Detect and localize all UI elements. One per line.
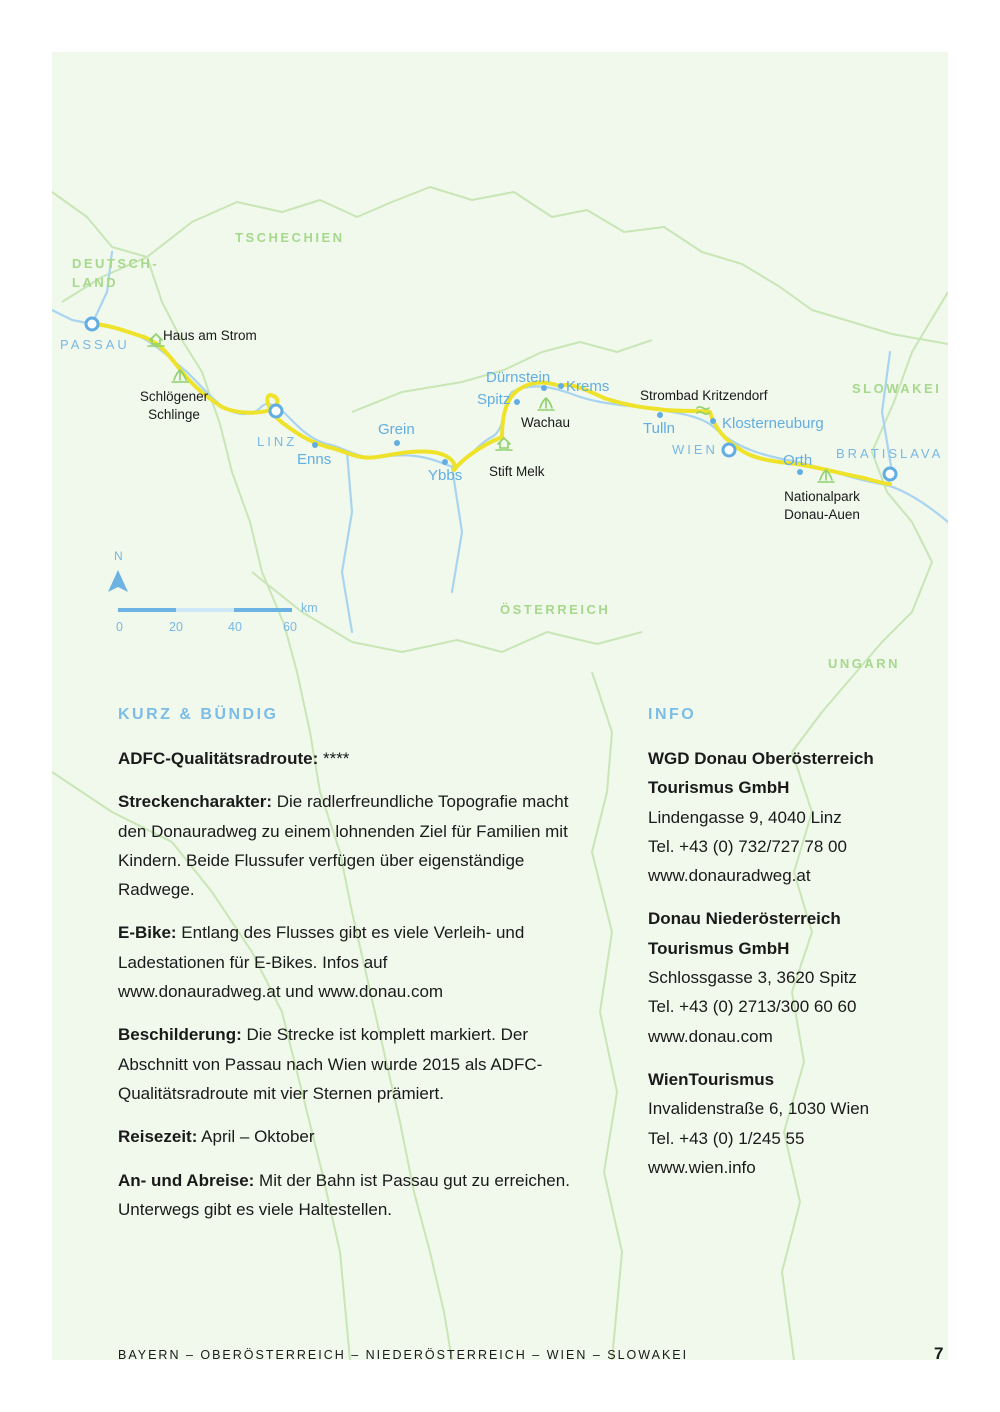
info-b2-address: Schlossgasse 3, 3620 Spitz (648, 968, 857, 988)
town-duernstein: Dürnstein (486, 369, 551, 386)
enns-marker (312, 442, 318, 448)
city-wien: WIEN (672, 442, 718, 457)
wachau-icon (538, 398, 554, 410)
town-spitz: Spitz (477, 391, 511, 408)
bratislava-marker (884, 468, 896, 480)
strecke-text: Die radlerfreundliche Topografie macht den Donauradweg zu einem lohnenden Ziel für Familien mit Kindern. Beide Flussufer verfügen über eigenständige Radwege. (118, 792, 569, 900)
scale-bar (118, 608, 292, 612)
poi-strombad-kritzendorf: Strombad Kritzendorf (640, 388, 768, 403)
ybbs-marker (442, 459, 448, 465)
scale-tick-0: 0 (116, 620, 123, 634)
town-enns: Enns (297, 451, 332, 468)
grein-marker (394, 440, 400, 446)
footer-regions: BAYERN – OBERÖSTERREICH – NIEDERÖSTERREICH – WIEN – SLOWAKEI (118, 1348, 689, 1362)
info-block-niederoesterreich (648, 904, 948, 1050)
town-orth: Orth (783, 452, 813, 469)
reise-row (118, 1122, 588, 1151)
north-label: N (114, 549, 123, 563)
city-passau: PASSAU (60, 337, 130, 352)
poi-stift-melk: Stift Melk (489, 464, 545, 479)
scale-unit: km (301, 601, 318, 615)
country-oesterreich: ÖSTERREICH (500, 602, 611, 617)
info-b2-name1: Donau Niederösterreich (648, 909, 841, 929)
klosterneuburg-marker (710, 418, 716, 424)
haus-am-strom-icon (148, 334, 164, 346)
ebike-text: Entlang des Flusses gibt es viele Verleih- und Ladestationen für E-Bikes. Infos auf www.donauradweg.at und www.donau.com (118, 923, 525, 1002)
info-b1-name1: WGD Donau Oberösterreich (648, 749, 874, 768)
info-block-wien (648, 1065, 948, 1182)
city-linz: LINZ (257, 434, 298, 449)
country-deutschland-1: DEUTSCH- (72, 256, 160, 271)
quality-value: **** (318, 749, 350, 768)
north-arrow-icon (108, 570, 128, 592)
schild-row (118, 1020, 588, 1108)
passau-marker (86, 318, 98, 330)
schild-label: Beschilderung: (118, 1025, 242, 1045)
poi-nationalpark-line-2: Donau-Auen (784, 507, 860, 522)
info-b3-website: www.wien.info (648, 1157, 756, 1177)
country-tschechien: TSCHECHIEN (235, 230, 345, 245)
quality-row (118, 744, 588, 773)
info-heading: INFO (648, 706, 697, 723)
page-number: 7 (934, 1344, 944, 1363)
river-south-1 (342, 452, 352, 632)
info-b2-phone: Tel. +43 (0) 2713/300 60 60 (648, 997, 857, 1017)
ebike-label: E-Bike: (118, 923, 177, 943)
river-south-2 (452, 467, 462, 592)
country-slowakei: SLOWAKEI (852, 381, 942, 396)
poi-schloegener-line-2: Schlinge (148, 407, 200, 422)
an-text: Mit der Bahn ist Passau gut zu erreichen. Unterwegs gibt es viele Haltestellen. (118, 1170, 570, 1219)
strecke-row (118, 787, 588, 904)
strecke-label: Streckencharakter: (118, 792, 273, 812)
info-b3-address: Invalidenstraße 6, 1030 Wien (648, 1099, 870, 1119)
city-bratislava: BRATISLAVA (836, 446, 944, 461)
info-section (648, 744, 948, 1196)
town-klosterneuburg: Klosterneuburg (722, 415, 824, 432)
reise-text: April – Oktober (197, 1127, 315, 1147)
info-b1-phone: Tel. +43 (0) 732/727 78 00 (648, 836, 847, 856)
scale-tick-20: 20 (169, 620, 183, 634)
krems-marker (558, 383, 564, 389)
info-b1-address: Lindengasse 9, 4040 Linz (648, 807, 842, 827)
town-krems: Krems (566, 378, 610, 395)
info-b2-website: www.donau.com (648, 1026, 773, 1046)
linz-marker (270, 405, 282, 417)
country-ungarn: UNGARN (828, 656, 901, 671)
info-b2-name2: Tourismus GmbH (648, 938, 790, 958)
scale-tick-40: 40 (228, 620, 242, 634)
poi-schloegener-line-1: Schlögener (139, 389, 209, 404)
scale-tick-60: 60 (283, 620, 297, 634)
town-tulln: Tulln (643, 420, 675, 437)
country-deutschland-2: LAND (72, 275, 119, 290)
orth-marker (797, 469, 803, 475)
an-label: An- und Abreise: (118, 1170, 255, 1190)
info-block-oberoesterreich (648, 744, 948, 890)
wien-marker (723, 444, 735, 456)
tulln-marker (657, 412, 663, 418)
schild-text: Die Strecke ist komplett markiert. Der Abschnitt von Passau nach Wien wurde 2015 als ADFC-Qualitätsradroute mit vier Sternen prämiert. (118, 1025, 543, 1103)
info-b3-name1: WienTourismus (648, 1069, 775, 1089)
kurz-section (118, 744, 588, 1238)
reise-label: Reisezeit: (118, 1127, 198, 1147)
info-b1-name2: Tourismus GmbH (648, 778, 790, 798)
ebike-row (118, 918, 528, 1006)
town-ybbs: Ybbs (428, 467, 463, 484)
border-inner-4 (592, 672, 622, 1360)
poi-schloegener-schlinge (134, 388, 214, 424)
border-cz-at (62, 187, 948, 344)
kurz-heading: KURZ & BÜNDIG (118, 706, 279, 723)
town-grein: Grein (378, 421, 415, 438)
spitz-marker (514, 399, 520, 405)
an-row (118, 1166, 578, 1225)
info-b3-phone: Tel. +43 (0) 1/245 55 (648, 1128, 805, 1148)
poi-haus-am-strom: Haus am Strom (163, 328, 257, 343)
poi-wachau: Wachau (521, 415, 571, 430)
poi-nationalpark-donau-auen (768, 488, 876, 524)
info-b1-website: www.donauradweg.at (648, 866, 811, 886)
quality-label: ADFC-Qualitätsradroute: (118, 749, 319, 768)
poi-nationalpark-line-1: Nationalpark (784, 489, 860, 504)
